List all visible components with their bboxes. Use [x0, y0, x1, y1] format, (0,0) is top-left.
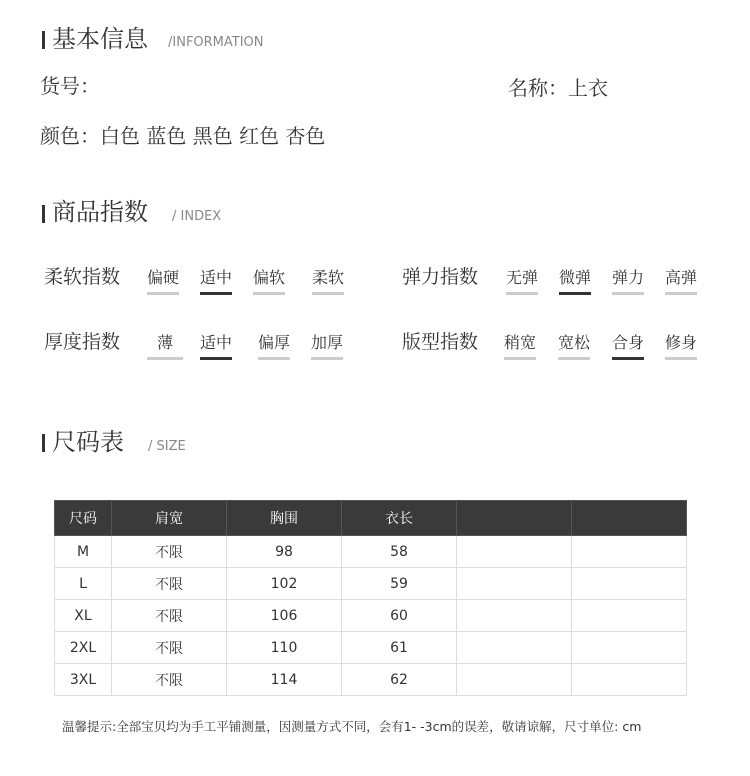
- table-cell: [572, 536, 687, 568]
- table-cell: L: [55, 568, 112, 600]
- index-option: 加厚: [311, 335, 343, 360]
- table-cell: XL: [55, 600, 112, 632]
- table-header-row: [55, 501, 687, 536]
- size-subtitle: / SIZE: [148, 439, 186, 454]
- index-label-fit: 版型指数: [402, 331, 479, 353]
- table-cell: 60: [342, 600, 457, 632]
- table-header-cell: [572, 501, 687, 536]
- table-cell: [457, 536, 572, 568]
- table-header-cell: 尺码: [55, 501, 112, 536]
- basic-info-subtitle: /INFORMATION: [168, 35, 264, 50]
- table-cell: [572, 632, 687, 664]
- table-cell: 62: [342, 664, 457, 696]
- table-cell: 58: [342, 536, 457, 568]
- index-option: 修身: [665, 335, 697, 360]
- table-header-cell: [457, 501, 572, 536]
- table-row: [55, 568, 687, 600]
- table-cell: [572, 600, 687, 632]
- index-label-thickness: 厚度指数: [44, 331, 121, 353]
- index-option: 薄: [147, 335, 183, 360]
- table-row: [55, 600, 687, 632]
- index-option-selected: 适中: [200, 270, 232, 295]
- index-option: 弹力: [612, 270, 644, 295]
- index-label-elasticity: 弹力指数: [402, 266, 479, 288]
- table-cell: [457, 632, 572, 664]
- table-cell: 59: [342, 568, 457, 600]
- table-cell: 2XL: [55, 632, 112, 664]
- measurement-note: 温馨提示:全部宝贝均为手工平铺测量，因测量方式不同，会有1- -3cm的误差，敬请谅解，尺寸单位: cm: [62, 719, 642, 734]
- size-table: [54, 500, 687, 696]
- table-cell: 98: [227, 536, 342, 568]
- index-option: 偏软: [253, 270, 285, 295]
- table-cell: 不限: [112, 568, 227, 600]
- table-cell: [457, 568, 572, 600]
- color-list: 颜色：白色 蓝色 黑色 红色 杏色: [40, 124, 326, 148]
- table-header-cell: 衣长: [342, 501, 457, 536]
- table-row: [55, 632, 687, 664]
- index-option: 无弹: [506, 270, 538, 295]
- table-cell: 102: [227, 568, 342, 600]
- table-cell: M: [55, 536, 112, 568]
- index-option: 宽松: [558, 335, 590, 360]
- size-title: 尺码表: [52, 428, 124, 456]
- index-option: 柔软: [312, 270, 344, 295]
- index-option: 偏硬: [147, 270, 179, 295]
- section-marker: [42, 205, 45, 223]
- index-option: 稍宽: [504, 335, 536, 360]
- table-cell: 110: [227, 632, 342, 664]
- table-cell: [457, 664, 572, 696]
- table-cell: [572, 664, 687, 696]
- table-cell: 114: [227, 664, 342, 696]
- basic-info-title: 基本信息: [52, 25, 148, 53]
- table-cell: [457, 600, 572, 632]
- index-title: 商品指数: [52, 198, 148, 226]
- table-header-cell: 胸围: [227, 501, 342, 536]
- index-label-softness: 柔软指数: [44, 266, 121, 288]
- table-cell: 不限: [112, 632, 227, 664]
- table-cell: 61: [342, 632, 457, 664]
- table-cell: [572, 568, 687, 600]
- table-row: [55, 664, 687, 696]
- table-cell: 不限: [112, 664, 227, 696]
- table-row: [55, 536, 687, 568]
- index-option-selected: 微弹: [559, 270, 591, 295]
- table-header-cell: 肩宽: [112, 501, 227, 536]
- index-subtitle: / INDEX: [172, 209, 222, 224]
- table-cell: 106: [227, 600, 342, 632]
- table-cell: 不限: [112, 536, 227, 568]
- index-option: 高弹: [665, 270, 697, 295]
- section-marker: [42, 31, 45, 49]
- section-marker: [42, 434, 45, 452]
- table-cell: 不限: [112, 600, 227, 632]
- index-option-selected: 合身: [612, 335, 644, 360]
- index-option-selected: 适中: [200, 335, 232, 360]
- product-name: 名称：上衣: [508, 76, 608, 100]
- table-cell: 3XL: [55, 664, 112, 696]
- sku-label: 货号：: [40, 74, 100, 98]
- index-option: 偏厚: [258, 335, 290, 360]
